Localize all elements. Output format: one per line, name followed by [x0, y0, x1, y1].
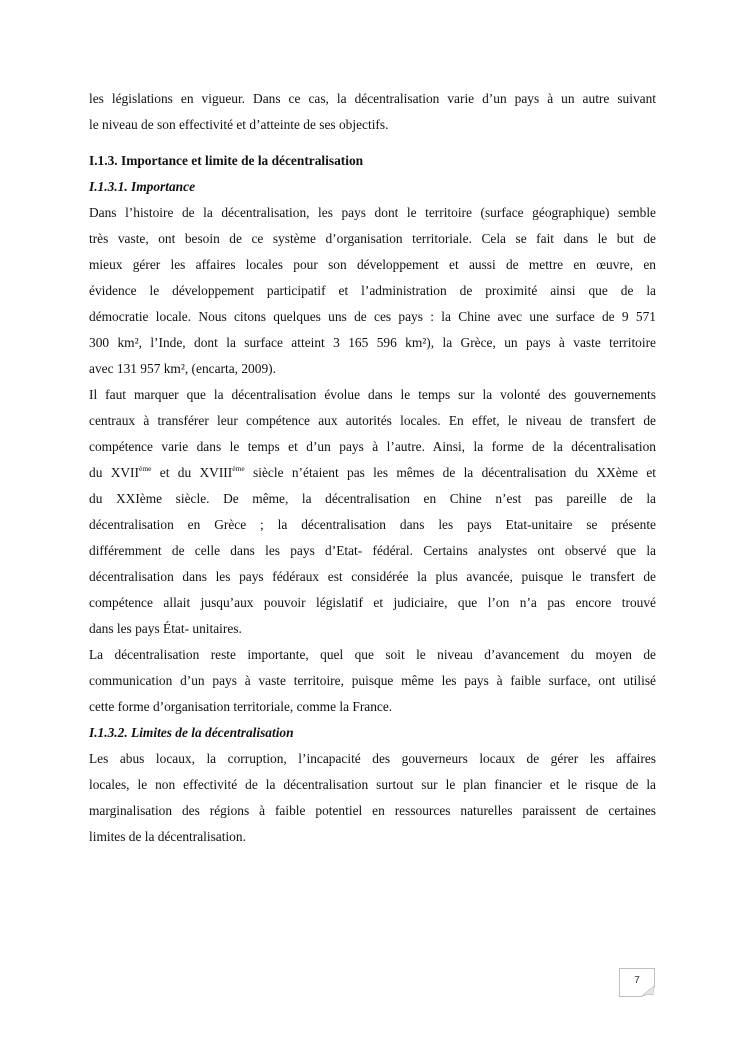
section-heading: I.1.3. Importance et limite de la décentralisation	[89, 153, 364, 168]
superscript: ème	[232, 464, 245, 473]
text-line: Dans l’histoire de la décentralisation, les pays dont le territoire (surface géographique) semble	[89, 205, 656, 220]
superscript: ème	[138, 464, 152, 473]
paragraph-importance-3	[89, 642, 656, 720]
text-line: Il faut marquer que la décentralisation évolue dans le temps sur la volonté des gouvernements	[89, 387, 656, 402]
paragraph-importance-2	[89, 382, 656, 642]
subsection-heading-limits: I.1.3.2. Limites de la décentralisation	[89, 725, 294, 740]
text-line: centraux à transférer leur compétence aux autorités locales. En effet, le niveau de transfert de	[89, 413, 656, 428]
text-line: avec 131 957 km², (encarta, 2009).	[89, 361, 276, 376]
text-line: cette forme d’organisation territoriale, comme la France.	[89, 699, 393, 714]
text-fragment: du XVII	[89, 465, 139, 480]
text-line: le niveau de son effectivité et d’atteinte de ses objectifs.	[89, 117, 389, 132]
text-fragment: siècle n’étaient pas les mêmes de la décentralisation du XXème et	[244, 465, 656, 480]
text-line: compétence varie dans le temps et d’un pays à l’autre. Ainsi, la forme de la décentralisation	[89, 439, 656, 454]
text-line: dans les pays État- unitaires.	[89, 621, 242, 636]
text-line: décentralisation en Grèce ; la décentralisation dans les pays Etat-unitaire se présente	[89, 517, 656, 532]
text-fragment: et du XVIII	[151, 465, 233, 480]
paragraph-importance-1	[89, 200, 656, 382]
text-line: Les abus locaux, la corruption, l’incapacité des gouverneurs locaux de gérer les affaires	[89, 751, 656, 766]
text-line: très vaste, ont besoin de ce système d’organisation territoriale. Cela se fait dans le but de	[89, 231, 656, 246]
paragraph-intro	[89, 86, 656, 138]
page-number-box	[619, 968, 655, 997]
text-line-with-superscripts	[89, 460, 656, 486]
text-line: locales, le non effectivité de la décentralisation surtout sur le plan financier et le risque de la	[89, 777, 656, 792]
text-line: 300 km², l’Inde, dont la surface atteint 3 165 596 km²), la Grèce, un pays à vaste territoire	[89, 335, 656, 350]
text-line: limites de la décentralisation.	[89, 829, 246, 844]
subsection-heading-importance: I.1.3.1. Importance	[89, 179, 196, 194]
text-line: La décentralisation reste importante, quel que soit le niveau d’avancement du moyen de	[89, 647, 656, 662]
text-line: les législations en vigueur. Dans ce cas, la décentralisation varie d’un pays à un autre suivant	[89, 91, 656, 106]
text-line: mieux gérer les affaires locales pour son développement et aussi de mettre en œuvre, en	[89, 257, 656, 272]
page-curl-icon	[641, 985, 655, 997]
text-line: décentralisation dans les pays fédéraux est considérée la plus avancée, puisque le transfert de	[89, 569, 656, 584]
text-line: démocratie locale. Nous citons quelques uns de ces pays : la Chine avec une surface de 9 571	[89, 309, 656, 324]
page-number: 7	[634, 975, 640, 986]
text-line: compétence allait jusqu’aux pouvoir législatif et judiciaire, que l’on n’a pas encore trouvé	[89, 595, 656, 610]
document-page	[89, 86, 656, 850]
text-line: évidence le développement participatif et l’administration de proximité ainsi que de la	[89, 283, 656, 298]
text-line: communication d’un pays à vaste territoire, puisque même les pays à faible surface, ont utilisé	[89, 673, 656, 688]
paragraph-limits	[89, 746, 656, 850]
text-line: marginalisation des régions à faible potentiel en ressources naturelles paraissent de certaines	[89, 803, 656, 818]
text-line: du XXIème siècle. De même, la décentralisation en Chine n’est pas pareille de la	[89, 491, 656, 506]
text-line: différemment de celle dans les pays d’Etat- fédéral. Certains analystes ont observé que la	[89, 543, 656, 558]
